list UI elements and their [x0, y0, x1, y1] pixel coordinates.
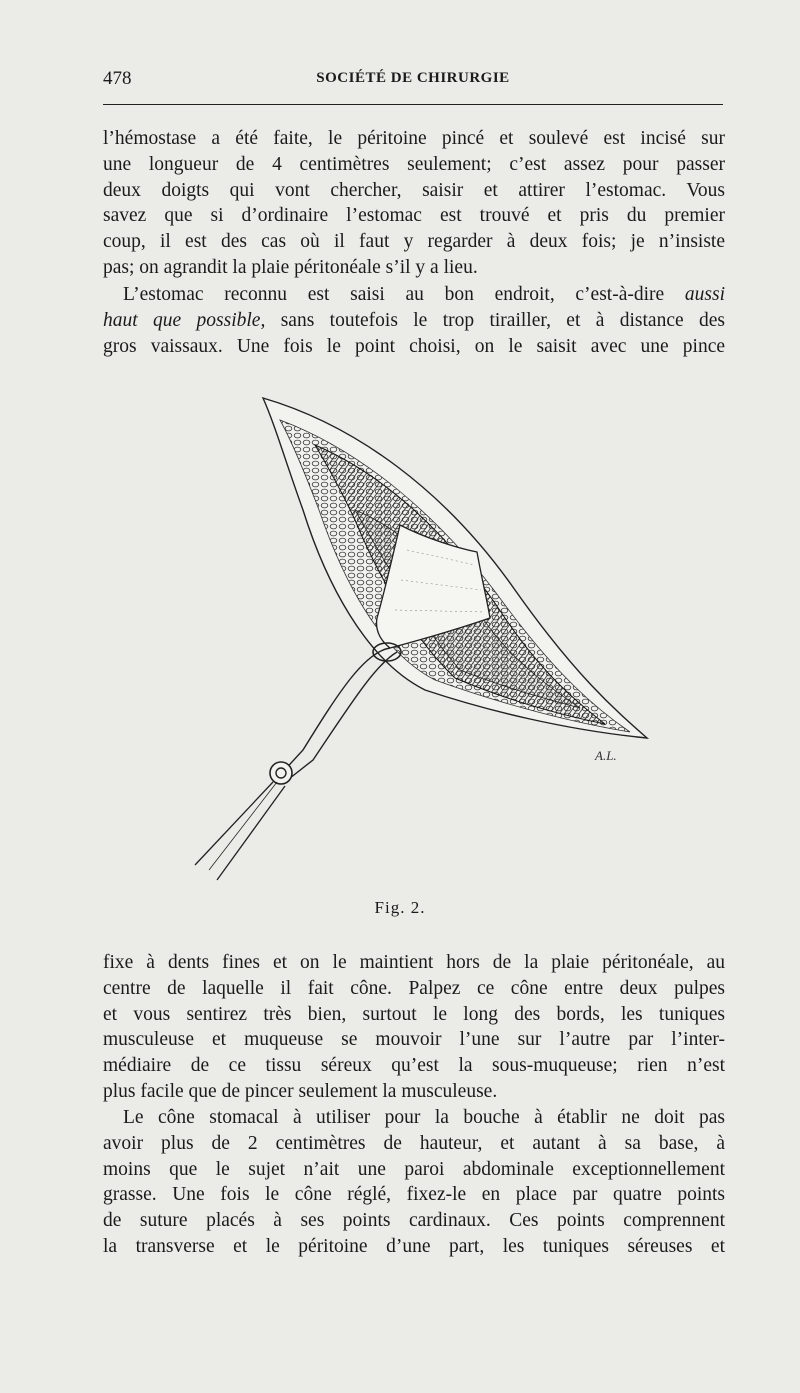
page-number: 478 — [103, 68, 132, 89]
text-line: pas; on agrandit la plaie péritonéale s’il y a lieu. — [103, 256, 478, 278]
text-line: centre de laquelle il fait cône. Palpez ce cône entre deux pulpes — [103, 977, 725, 999]
text-line: de suture placés à ses points cardinaux. Ces points comprennent — [103, 1210, 725, 1232]
paragraph-1 — [103, 126, 725, 281]
forceps — [280, 648, 397, 782]
text-line: médiaire de ce tissu séreux qu’est la sous-muqueuse; rien n’est — [103, 1055, 725, 1077]
text-line: coup, il est des cas où il faut y regarder à deux fois; je n’insiste — [103, 231, 725, 253]
text-line: l’hémostase a été faite, le péritoine pincé et soulevé est incisé sur — [103, 128, 725, 149]
paragraph-2 — [103, 282, 725, 359]
running-title: SOCIÉTÉ DE CHIRURGIE — [316, 70, 510, 86]
header-rule — [103, 104, 723, 105]
text-line: la transverse et le péritoine d’une part, les tuniques séreuses et — [103, 1235, 725, 1257]
text-line: et vous sentirez très bien, surtout le long des bords, les tuniques — [103, 1003, 725, 1025]
paragraph-4 — [103, 1105, 725, 1260]
text-line: fixe à dents fines et on le maintient hors de la plaie péritonéale, au — [103, 952, 725, 973]
text-line: savez que si d’ordinaire l’estomac est trouvé et pris du premier — [103, 205, 725, 227]
text-line: moins que le sujet n’ait une paroi abdominale exceptionnellement — [103, 1158, 725, 1180]
text-line: une longueur de 4 centimètres seulement; c’est assez pour passer — [103, 153, 725, 175]
text-line: gros vaissaux. Une fois le point choisi, on le saisit avec une pince — [103, 335, 725, 357]
text-run: sans toutefois le trop tirailler, et à distance des — [280, 309, 726, 331]
text-line: avoir plus de 2 centimètres de hauteur, et autant à sa base, à — [103, 1132, 725, 1154]
forceps-pivot — [270, 762, 292, 784]
artist-signature: A.L. — [595, 748, 617, 763]
text-line: Le cône stomacal à utiliser pour la bouche à établir ne doit pas — [123, 1107, 725, 1128]
text-line — [103, 308, 725, 334]
text-line: plus facile que de pincer seulement la musculeuse. — [103, 1080, 498, 1102]
text-line: grasse. Une fois le cône réglé, fixez-le en place par quatre points — [103, 1184, 725, 1206]
page-header — [103, 68, 723, 98]
forceps-handle — [195, 782, 273, 865]
text-line — [103, 282, 725, 308]
italic-run: haut que possible, — [103, 309, 266, 331]
paragraph-3 — [103, 950, 725, 1105]
italic-run: aussi — [684, 284, 726, 305]
text-line: musculeuse et muqueuse se mouvoir l’une sur l’autre par l’inter- — [103, 1029, 725, 1051]
text-line: deux doigts qui vont chercher, saisir et attirer l’estomac. Vous — [103, 179, 725, 201]
surgical-illustration — [185, 390, 685, 890]
figure-caption: Fig. 2. — [374, 898, 426, 917]
text-run: L’estomac reconnu est saisi au bon endroit, c’est-à-dire — [123, 284, 665, 305]
